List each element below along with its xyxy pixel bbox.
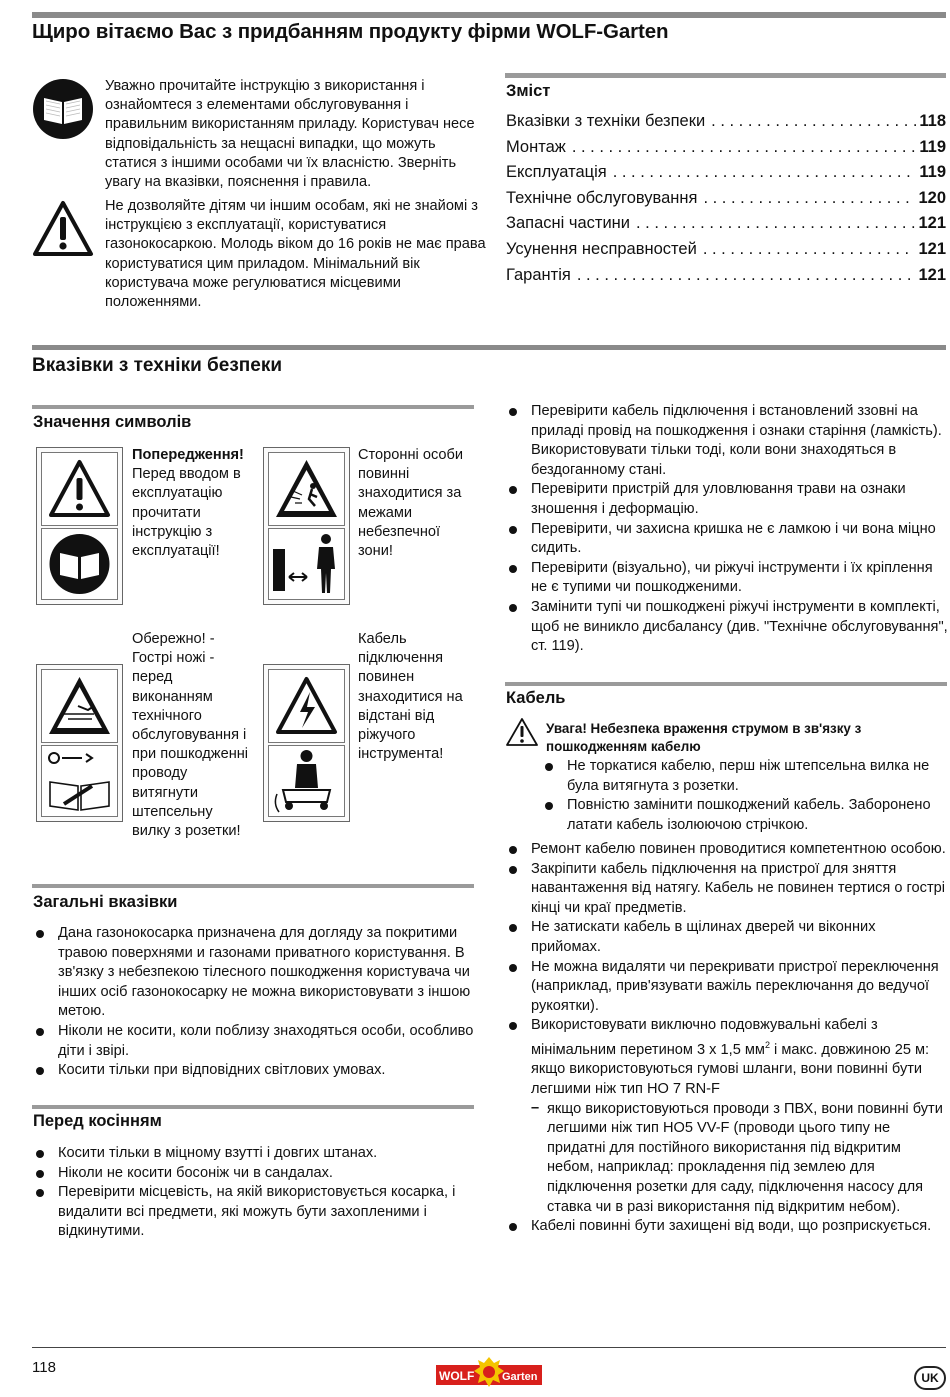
before-mowing-title: Перед косінням [33, 1112, 162, 1130]
symbol-1-text: Попередження! Перед вводом в експлуатацію прочитати інструкцію з експлуатації! [132, 447, 244, 560]
toc-title: Зміст [506, 82, 551, 100]
unplug-maintenance-icon [41, 745, 118, 817]
subsection-rule [32, 1105, 474, 1109]
list-item: Не затискати кабель в щілинах дверей чи віконних прийомах. [505, 918, 948, 957]
symbol-warning-read-manual [36, 447, 123, 605]
symbol-4-text: Кабель підключення повинен знаходитися на відстані від ріжучого інструмента! [358, 631, 463, 763]
electric-shock-icon [268, 669, 345, 743]
table-of-contents [506, 112, 946, 291]
book-icon [32, 78, 94, 145]
symbol-bystanders [263, 447, 350, 605]
warning-triangle-icon [32, 200, 94, 263]
subsection-rule [32, 405, 474, 409]
safe-distance-icon [268, 528, 345, 600]
list-item: Використовувати виключно подовжувальні кабелі з мінімальним перетином 3 x 1,5 $мм^2$ і макс. довжиною 25 м: якщо використовуються гумові шланги, вони повинні бути легшими ніж тип HO 7 RN-F [505, 1016, 948, 1099]
intro-paragraph-1: Уважно прочитайте інструкцію з використання і ознайомтеся з елементами обслуговування і правильним використанням приладу. Користувач несе відповідальність за нещасні випадки, що можуть статися з іншими особами чи їх власністю. Зверніть увагу на вказівки, пояснення і правила. [105, 78, 475, 191]
toc-item[interactable]: Гарантія . . . 121 [506, 266, 946, 292]
top-rule [32, 12, 946, 18]
list-item: Перевірити (візуально), чи ріжучі інструменти і їх кріплення не є тупими чи пошкодженими. [505, 559, 948, 598]
symbol-sharp-blades [36, 664, 123, 822]
page-title: Щиро вітаємо Вас з придбанням продукту фірми WOLF-Garten [32, 20, 669, 43]
list-item: Повністю замінити пошкоджений кабель. Заборонено латати кабель ізолюючою стрічкою. [541, 796, 949, 835]
list-item: Ремонт кабелю повинен проводитися компетентною особою. [505, 840, 948, 860]
symbols-title: Значення символів [33, 413, 192, 431]
section-title: Вказівки з техніки безпеки [32, 355, 283, 376]
warning-triangle-icon [41, 452, 118, 526]
list-item: Перевірити місцевість, на якій використовується косарка, і видалити всі предмети, які можуть бути захопленими і відкинутими. [32, 1183, 476, 1242]
blade-hazard-icon [41, 669, 118, 743]
list-item: Косити тільки при відповідних світлових умовах. [32, 1061, 476, 1081]
dash-list [505, 1100, 948, 1218]
general-list [32, 924, 476, 1081]
thrown-objects-icon [268, 452, 345, 526]
cable-warning: Увага! Небезпека враження струмом в зв'язку з пошкодженням кабелю [546, 721, 862, 754]
book-icon [41, 528, 118, 600]
warning-triangle-icon [505, 717, 539, 752]
toc-item[interactable]: Запасні частини . . . 121 [506, 214, 946, 240]
svg-text:WOLF: WOLF [439, 1369, 475, 1383]
section-rule [32, 345, 946, 350]
mower-operator-icon [268, 745, 345, 817]
list-item: Косити тільки в міцному взутті і довгих штанах. [32, 1144, 476, 1164]
toc-item[interactable]: Усунення несправностей . . . 121 [506, 240, 946, 266]
list-item: Кабелі повинні бути захищені від води, що розприскується. [505, 1217, 948, 1237]
symbol-cable-distance [263, 664, 350, 822]
symbol-3-text: Обережно! - Гострі ножі - перед виконанням технічного обслуговування і при пошкодженні проводу витягнути штепсельну вилку з розетки! [132, 631, 249, 840]
intro-paragraph-2: Не дозволяйте дітям чи іншим особам, які не знайомі з інструкцією з експлуатації, користуватися газонокосаркою. Молодь віком до 16 років не має права користуватися цим приладом. Мінімальний вік користувача може регулюватися місцевими положеннями. [105, 198, 486, 311]
cable-list [505, 840, 948, 1237]
list-item: Перевірити пристрій для уловлювання трави на ознаки зношення і деформацію. [505, 480, 948, 519]
language-badge: UK [914, 1366, 946, 1390]
before-mowing-list [32, 1144, 476, 1242]
list-item: Не торкатися кабелю, перш ніж штепсельна вилка не була витягнута з розетки. [541, 757, 949, 796]
toc-rule [505, 73, 946, 78]
list-item: Ніколи не косити, коли поблизу знаходяться особи, особливо діти і звірі. [32, 1022, 476, 1061]
list-item: Дана газонокосарка призначена для догляду за покритими травою поверхнями и газонами приватного користування. В зв'язку з небезпекою тілесного пошкодження користувача чи інших осіб газонокосарку не можна використовувати з іншою метою. [32, 924, 476, 1022]
toc-item[interactable]: Монтаж . . . 119 [506, 138, 946, 164]
toc-item[interactable]: Технічне обслуговування . . . 120 [506, 189, 946, 215]
list-item: Замінити тупі чи пошкоджені ріжучі інструменти в комплекті, щоб не виникло дисбалансу (див. "Технічне обслуговування", ст. 119). [505, 598, 948, 657]
general-title: Загальні вказівки [33, 893, 178, 911]
checks-list [505, 402, 948, 657]
wolf-garten-logo [436, 1355, 542, 1389]
symbol-2-text: Сторонні особи повинні знаходитися за межами небезпечної зони! [358, 447, 464, 560]
list-item: – якщо використовуються проводи з ПВХ, вони повинні бути легшими ніж тип HO5 VV-F (проводи цього типу не придатні для постійного використання під відкритим небом, наприклад: прокладення під землею для підключення розетки для саду, підключення насосу для ставка чи в разі використання під відкритим небом). [531, 1100, 948, 1218]
list-item: Не можна видаляти чи перекривати пристрої переключення (наприклад, прив'язувати важіль переключання до ведучої рукоятки). [505, 958, 948, 1017]
cable-title: Кабель [506, 689, 566, 707]
toc-item[interactable]: Вказівки з техніки безпеки . . . 118 [506, 112, 946, 138]
svg-text:Garten: Garten [502, 1371, 538, 1383]
cable-warning-list [541, 757, 949, 835]
subsection-rule [505, 682, 947, 686]
toc-item[interactable]: Експлуатація . . . 119 [506, 163, 946, 189]
list-item: Ніколи не косити босоніж чи в сандалах. [32, 1164, 476, 1184]
page-number: 118 [32, 1359, 56, 1376]
list-item: Перевірити кабель підключення і встановлений ззовні на приладі провід на пошкодження і ознаки старіння (ламкість). Використовувати тільки тоді, коли вони знаходяться в бездоганному стані. [505, 402, 948, 480]
list-item: Закріпити кабель підключення на пристрої для зняття навантаження від натягу. Кабель не повинен тертися о гострі кінці чи краї предметів. [505, 860, 948, 919]
footer-rule [32, 1347, 946, 1348]
subsection-rule [32, 884, 474, 888]
list-item: Перевірити, чи захисна кришка не є ламкою і чи вона міцно сидить. [505, 520, 948, 559]
